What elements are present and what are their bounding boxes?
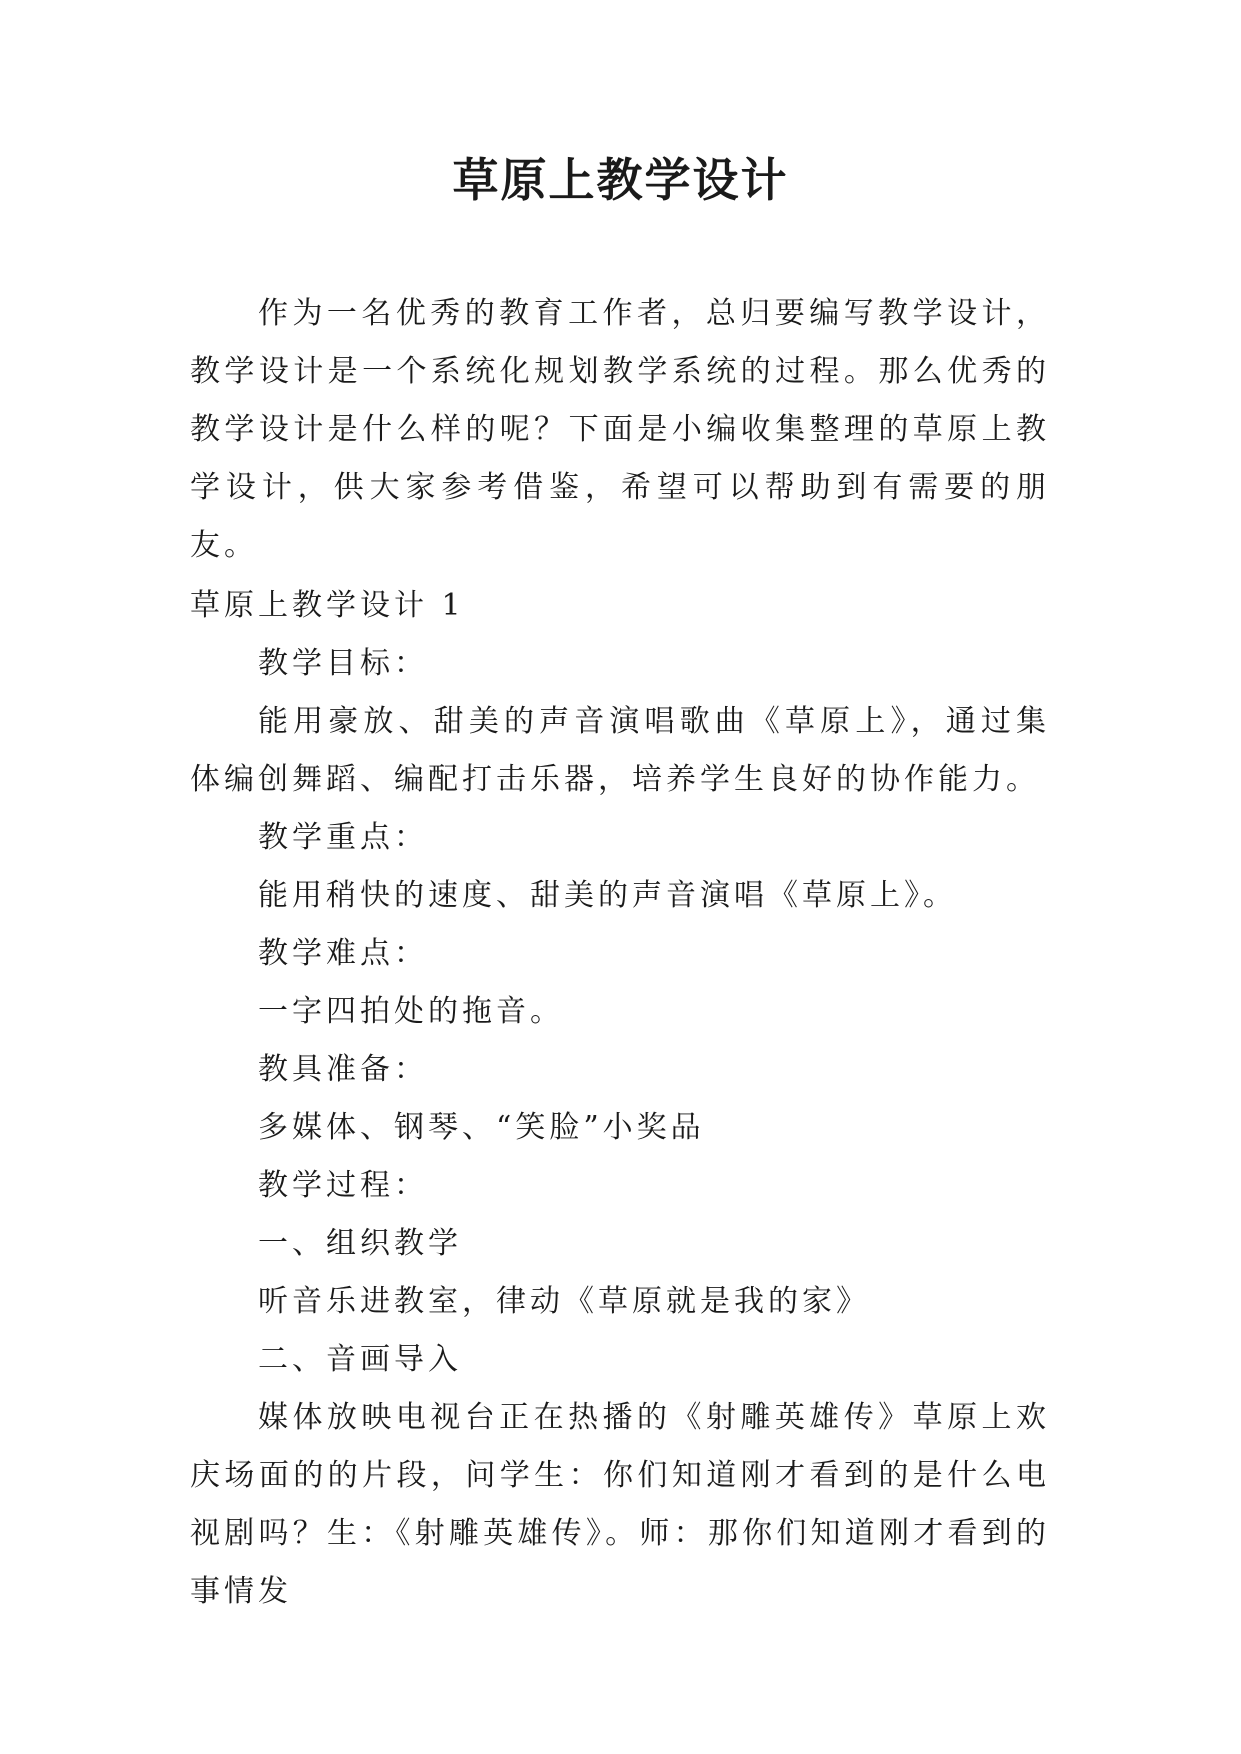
intro-paragraph: 作为一名优秀的教育工作者，总归要编写教学设计，教学设计是一个系统化规划教学系统的过程。那么优秀的教学设计是什么样的呢？下面是小编收集整理的草原上教学设计，供大家参考借鉴，希望可以帮助到有需要的朋友。 xyxy=(190,296,1050,563)
intro-block xyxy=(190,285,1050,575)
step-1-text: 听音乐进教室，律动《草原就是我的家》 xyxy=(258,1284,870,1319)
materials-label: 教具准备： xyxy=(258,1052,428,1087)
step-2-title: 二、音画导入 xyxy=(258,1342,462,1377)
key-points-text: 能用稍快的速度、甜美的声音演唱《草原上》。 xyxy=(258,878,957,913)
step-1-title: 一、组织教学 xyxy=(258,1226,462,1261)
document-title: 草原上教学设计 xyxy=(452,153,789,207)
objectives-label: 教学目标： xyxy=(258,646,428,681)
objectives-text: 能用豪放、甜美的声音演唱歌曲《草原上》，通过集体编创舞蹈、编配打击乐器，培养学生良好的协作能力。 xyxy=(190,704,1050,797)
difficulties-label: 教学难点： xyxy=(258,936,428,971)
section-heading: 草原上教学设计 1 xyxy=(190,588,465,623)
process-label: 教学过程： xyxy=(258,1168,428,1203)
difficulties-text: 一字四拍处的拖音。 xyxy=(258,994,564,1029)
section-1 xyxy=(190,577,1050,1621)
step-2-text: 媒体放映电视台正在热播的《射雕英雄传》草原上欢庆场面的的片段，问学生：你们知道刚才看到的是什么电视剧吗？生：《射雕英雄传》。师：那你们知道刚才看到的事情发 xyxy=(190,1400,1050,1609)
materials-text: 多媒体、钢琴、“笑脸”小奖品 xyxy=(258,1110,705,1145)
key-points-label: 教学重点： xyxy=(258,820,428,855)
